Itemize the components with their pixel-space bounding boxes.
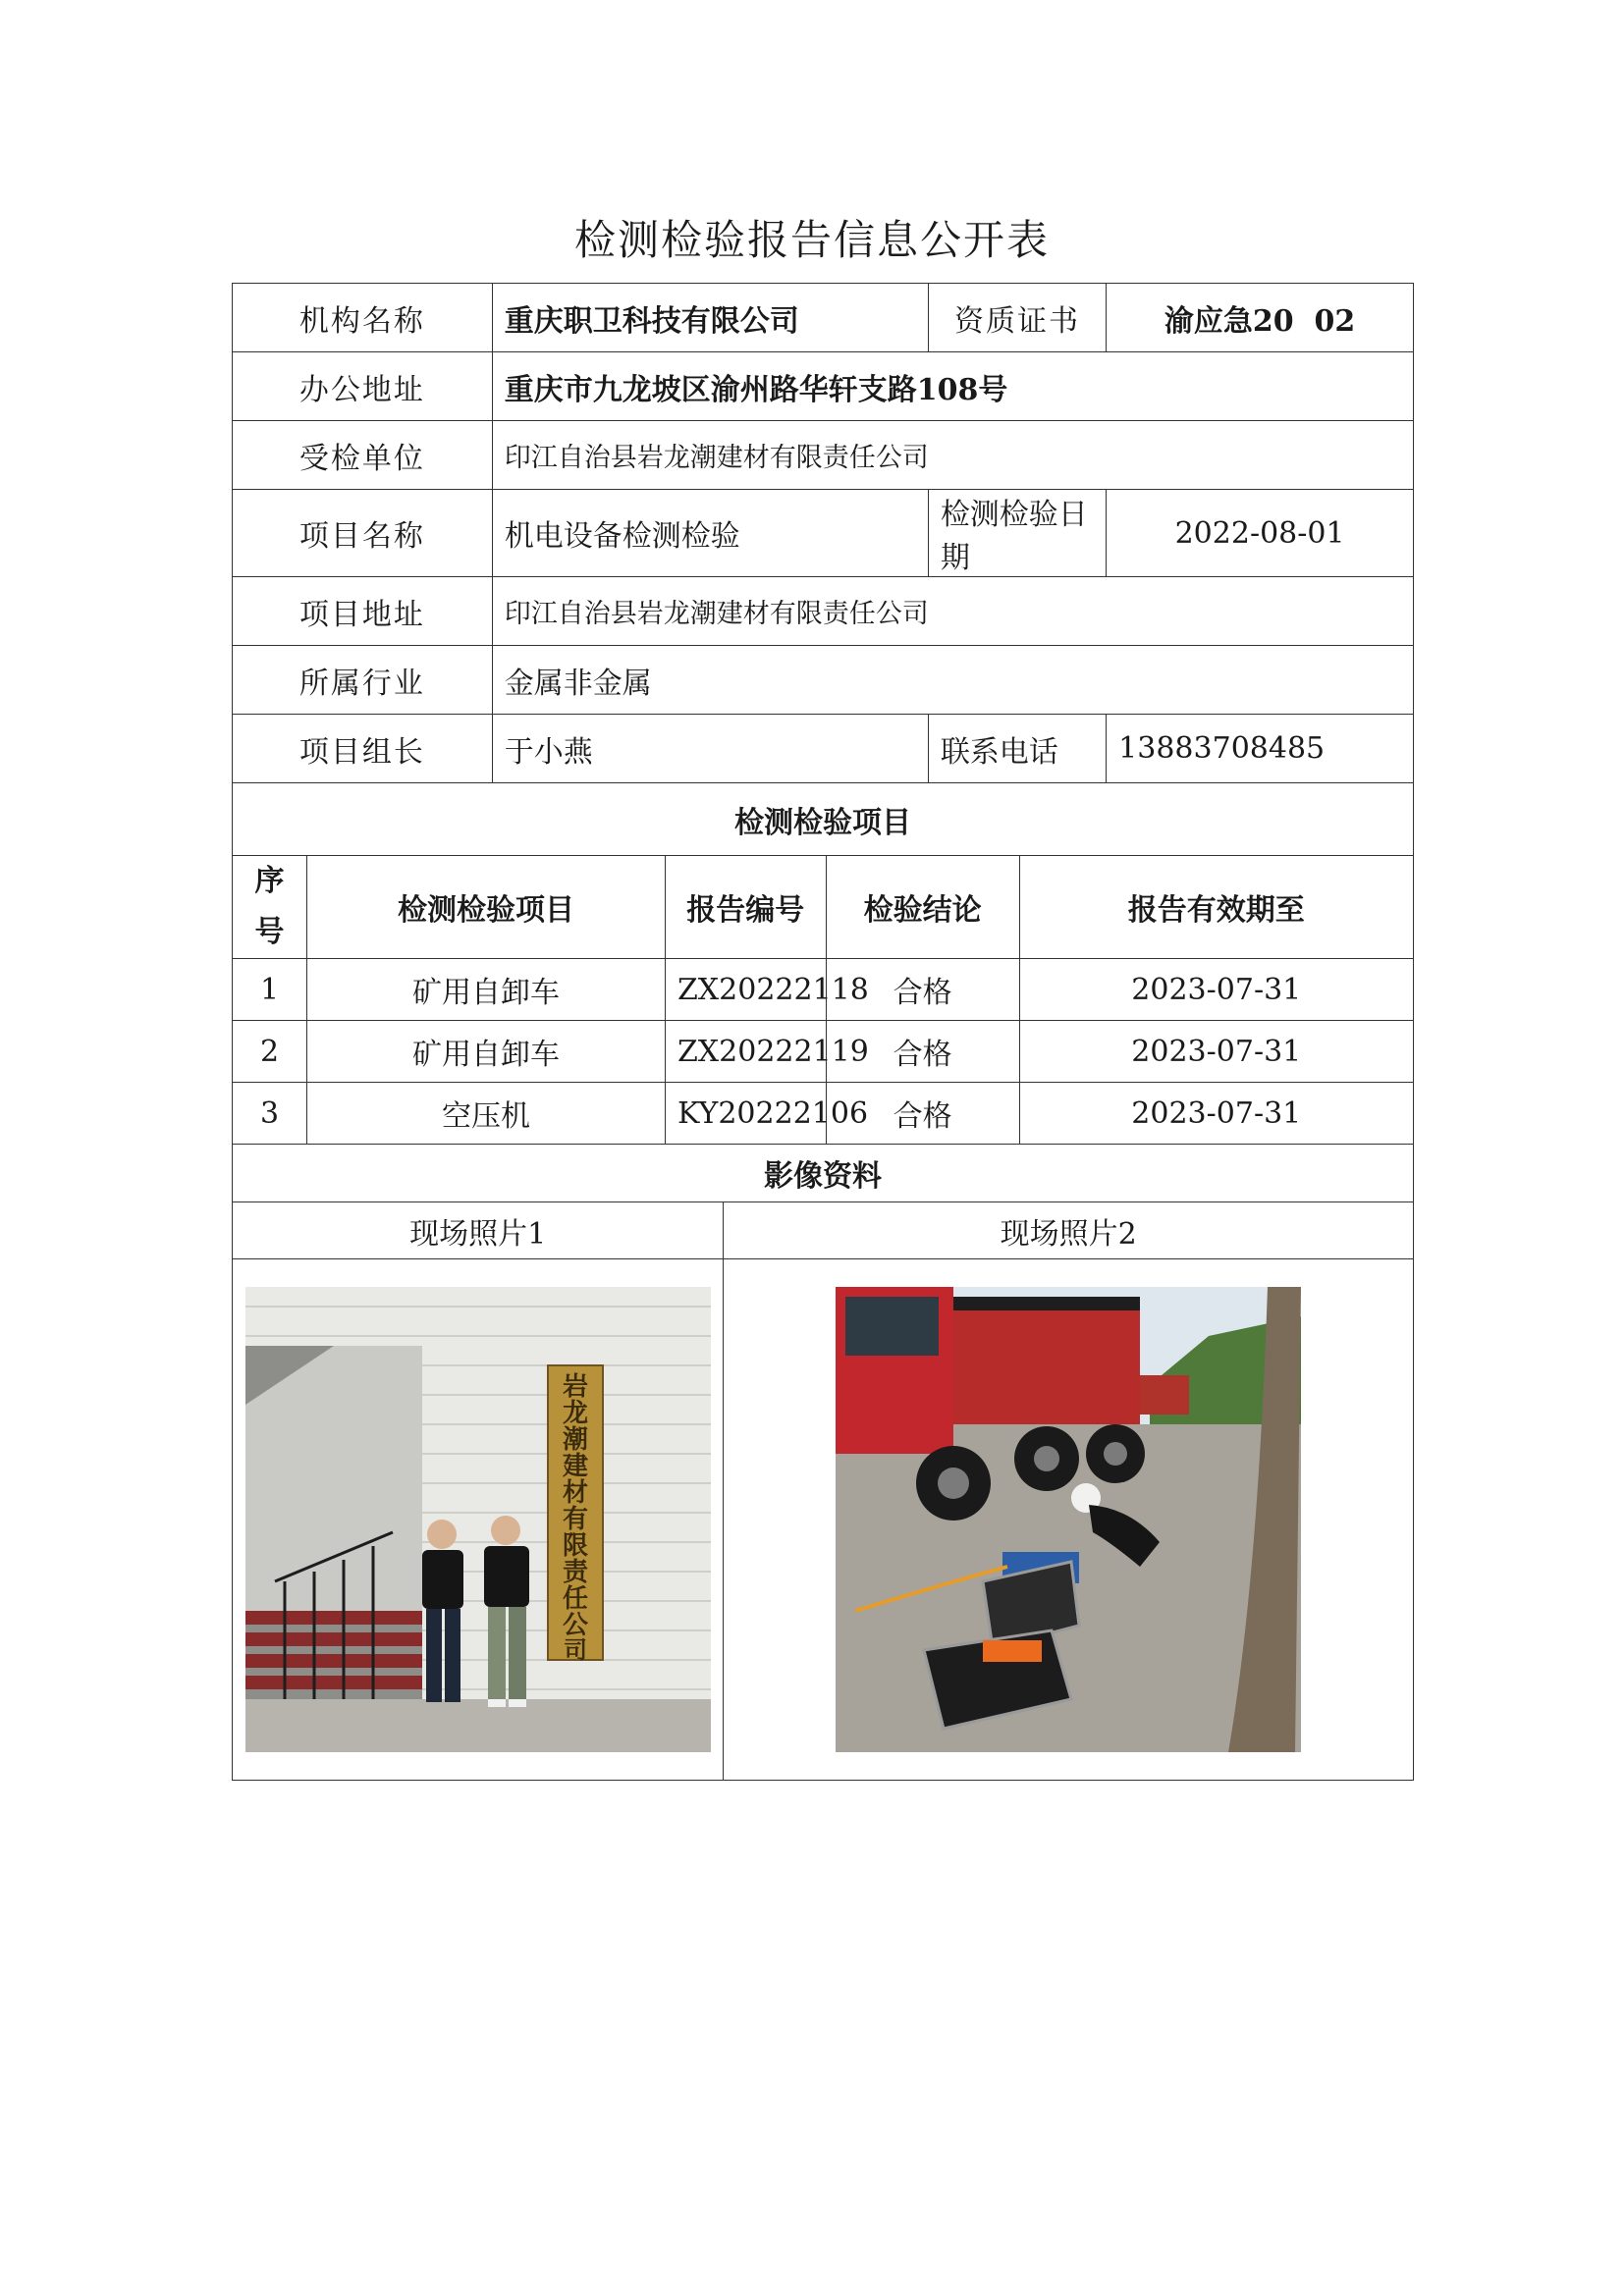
site-photo-2: [836, 1287, 1301, 1752]
industry-label: 所属行业: [233, 646, 493, 715]
row-project-address: [233, 577, 1414, 646]
row-seq: 2: [233, 1021, 307, 1083]
row-report-no: ZX20222118: [665, 959, 826, 1021]
row-item: 矿用自卸车: [307, 959, 666, 1021]
row-item: 空压机: [307, 1083, 666, 1145]
col-seq-bottom: 号: [254, 915, 285, 949]
row-organization: [233, 284, 1414, 352]
row-conclusion: 合格: [826, 959, 1019, 1021]
svg-text:龙: 龙: [562, 1399, 588, 1428]
row-inspected-unit: [233, 421, 1414, 490]
org-value: 重庆职卫科技有限公司: [492, 284, 928, 352]
svg-text:有: 有: [562, 1505, 588, 1534]
svg-text:限: 限: [562, 1531, 588, 1561]
leader-label: 项目组长: [233, 715, 493, 783]
col-seq: [233, 856, 307, 959]
row-valid-until: 2023-07-31: [1019, 1083, 1413, 1145]
project-label: 项目名称: [233, 490, 493, 577]
svg-text:岩: 岩: [562, 1372, 588, 1402]
col-valid-until: 报告有效期至: [1019, 856, 1413, 959]
images-section-title: 影像资料: [233, 1145, 1414, 1202]
date-value: 2022-08-01: [1107, 490, 1414, 577]
photo2-label: 现场照片2: [724, 1202, 1414, 1259]
cert-value: 渝应急20 02: [1107, 284, 1414, 352]
row-leader: [233, 715, 1414, 783]
photo1-cell: [233, 1259, 724, 1781]
row-report-no: KY20222106: [665, 1083, 826, 1145]
svg-text:责: 责: [562, 1558, 588, 1587]
items-section-header: [233, 783, 1414, 856]
svg-text:司: 司: [563, 1635, 587, 1664]
row-industry: [233, 646, 1414, 715]
row-conclusion: 合格: [826, 1021, 1019, 1083]
cert-label: 资质证书: [928, 284, 1106, 352]
table-row: [233, 1083, 1414, 1145]
svg-text:建: 建: [562, 1452, 588, 1481]
col-report-no: 报告编号: [665, 856, 826, 959]
svg-text:潮: 潮: [562, 1425, 588, 1455]
leader-value: 于小燕: [492, 715, 928, 783]
industry-value: 金属非金属: [492, 646, 1413, 715]
project-value: 机电设备检测检验: [492, 490, 928, 577]
date-label: 检测检验日期: [928, 490, 1106, 577]
svg-text:任: 任: [562, 1584, 588, 1614]
phone-value: 13883708485: [1107, 715, 1414, 783]
images-section-header: [233, 1145, 1414, 1202]
photo1-label: 现场照片1: [233, 1202, 724, 1259]
row-report-no: ZX20222119: [665, 1021, 826, 1083]
row-address: [233, 352, 1414, 421]
inspected-label: 受检单位: [233, 421, 493, 490]
inspected-value: 印江自治县岩龙潮建材有限责任公司: [492, 421, 1413, 490]
photos-row: [233, 1259, 1414, 1781]
address-value: 重庆市九龙坡区渝州路华轩支路108号: [492, 352, 1413, 421]
col-conclusion: 检验结论: [826, 856, 1019, 959]
col-item: 检测检验项目: [307, 856, 666, 959]
row-item: 矿用自卸车: [307, 1021, 666, 1083]
photo2-cell: [724, 1259, 1414, 1781]
row-seq: 3: [233, 1083, 307, 1145]
row-valid-until: 2023-07-31: [1019, 1021, 1413, 1083]
org-label: 机构名称: [233, 284, 493, 352]
svg-text:公: 公: [562, 1611, 588, 1640]
address-label: 办公地址: [233, 352, 493, 421]
photo-labels-row: [233, 1202, 1414, 1259]
project-addr-value: 印江自治县岩龙潮建材有限责任公司: [492, 577, 1413, 646]
site-photo-1: [245, 1287, 711, 1752]
row-seq: 1: [233, 959, 307, 1021]
info-table: [232, 283, 1414, 1781]
svg-text:材: 材: [562, 1478, 588, 1508]
items-column-headers: [233, 856, 1414, 959]
row-valid-until: 2023-07-31: [1019, 959, 1413, 1021]
page-title: 检测检验报告信息公开表: [573, 216, 1050, 264]
col-seq-top: 序: [254, 864, 285, 898]
row-project: [233, 490, 1414, 577]
table-row: [233, 1021, 1414, 1083]
project-addr-label: 项目地址: [233, 577, 493, 646]
table-row: [233, 959, 1414, 1021]
phone-label: 联系电话: [928, 715, 1106, 783]
row-conclusion: 合格: [826, 1083, 1019, 1145]
items-section-title: 检测检验项目: [233, 783, 1414, 856]
